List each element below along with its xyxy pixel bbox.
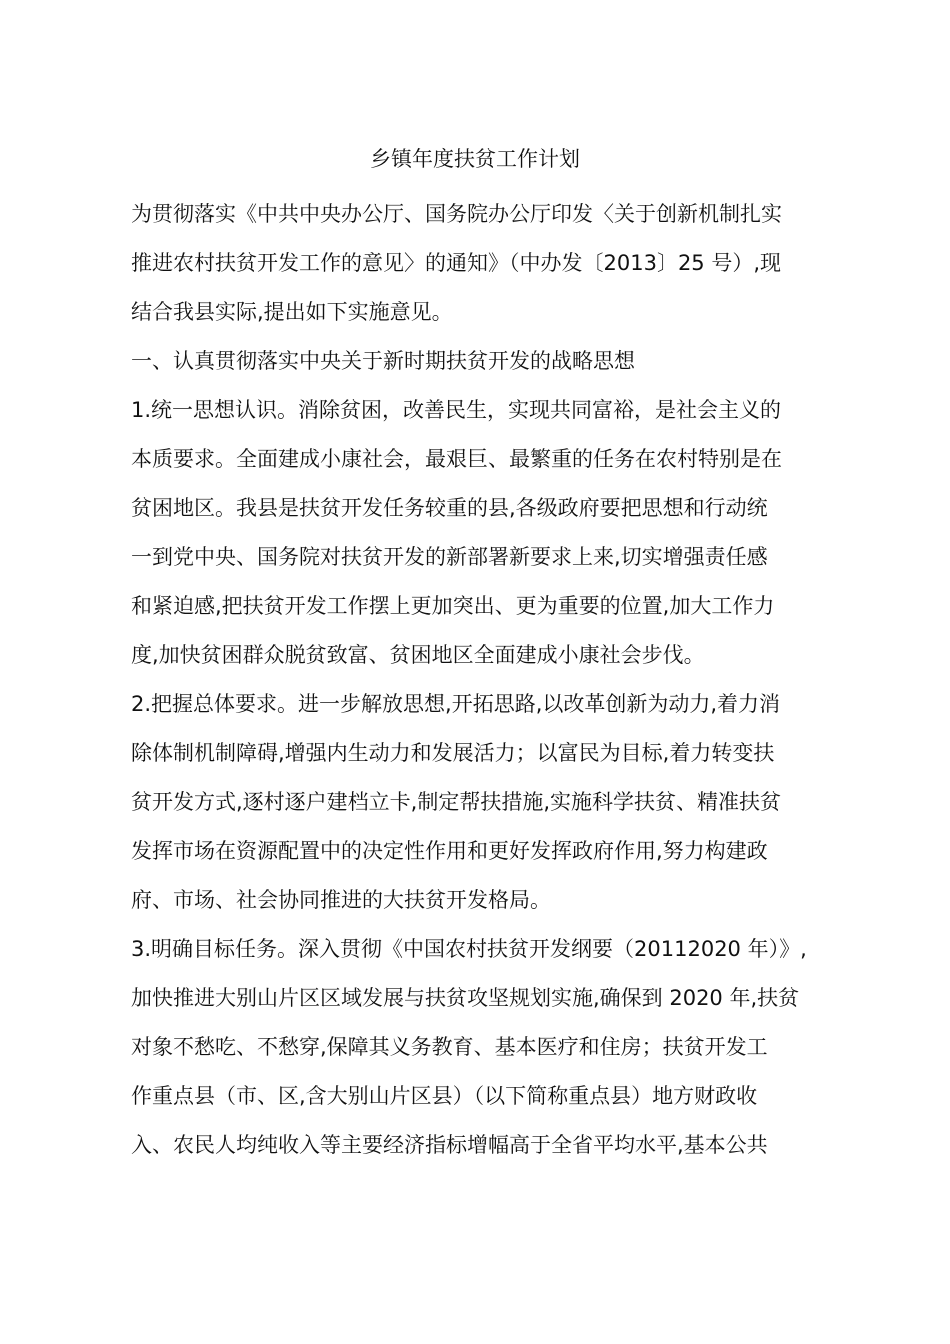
paragraph-item-3 — [131, 925, 831, 1170]
text-line: 结合我县实际,提出如下实施意见。 — [131, 300, 453, 324]
paragraph-item-1 — [131, 386, 831, 680]
text-line: 2.把握总体要求。进一步解放思想,开拓思路,以改革创新为动力,着力消 — [131, 692, 781, 716]
text-line: 和紧迫感,把扶贫开发工作摆上更加突出、更为重要的位置,加大工作力 — [131, 594, 775, 618]
text-line: 3.明确目标任务。深入贯彻《中国农村扶贫开发纲要（20112020 年）》, — [131, 937, 807, 961]
text-line: 府、市场、社会协同推进的大扶贫开发格局。 — [131, 888, 551, 912]
section-heading-1 — [131, 337, 831, 386]
text-line: 贫开发方式,逐村逐户建档立卡,制定帮扶措施,实施科学扶贫、精准扶贫 — [131, 790, 782, 814]
text-line: 一到党中央、国务院对扶贫开发的新部署新要求上来,切实增强责任感 — [131, 545, 768, 569]
text-line: 除体制机制障碍,增强内生动力和发展活力；以富民为目标,着力转变扶 — [131, 741, 775, 765]
heading-line: 一、认真贯彻落实中央关于新时期扶贫开发的战略思想 — [131, 349, 635, 373]
text-line: 作重点县（市、区,含大别山片区县）（以下简称重点县）地方财政收 — [131, 1084, 758, 1108]
paragraph-intro — [131, 190, 831, 337]
text-line: 为贯彻落实《中共中央办公厅、国务院办公厅印发〈关于创新机制扎实 — [131, 202, 782, 226]
text-line: 发挥市场在资源配置中的决定性作用和更好发挥政府作用,努力构建政 — [131, 839, 768, 863]
paragraph-item-2 — [131, 680, 831, 925]
text-line: 1.统一思想认识。消除贫困，改善民生，实现共同富裕，是社会主义的 — [131, 398, 782, 422]
text-line: 对象不愁吃、不愁穿,保障其义务教育、基本医疗和住房；扶贫开发工 — [131, 1035, 768, 1059]
text-line: 贫困地区。我县是扶贫开发任务较重的县,各级政府要把思想和行动统 — [131, 496, 768, 520]
document-title: 乡镇年度扶贫工作计划 — [370, 147, 580, 171]
document-body — [131, 190, 831, 1170]
text-line: 加快推进大别山片区区域发展与扶贫攻坚规划实施,确保到 2020 年,扶贫 — [131, 986, 800, 1010]
text-line: 度,加快贫困群众脱贫致富、贫困地区全面建成小康社会步伐。 — [131, 643, 705, 667]
text-line: 本质要求。全面建成小康社会，最艰巨、最繁重的任务在农村特别是在 — [131, 447, 782, 471]
text-line: 推进农村扶贫开发工作的意见〉的通知》（中办发〔2013〕25 号）,现 — [131, 251, 782, 275]
text-line: 入、农民人均纯收入等主要经济指标增幅高于全省平均水平,基本公共 — [131, 1133, 768, 1157]
